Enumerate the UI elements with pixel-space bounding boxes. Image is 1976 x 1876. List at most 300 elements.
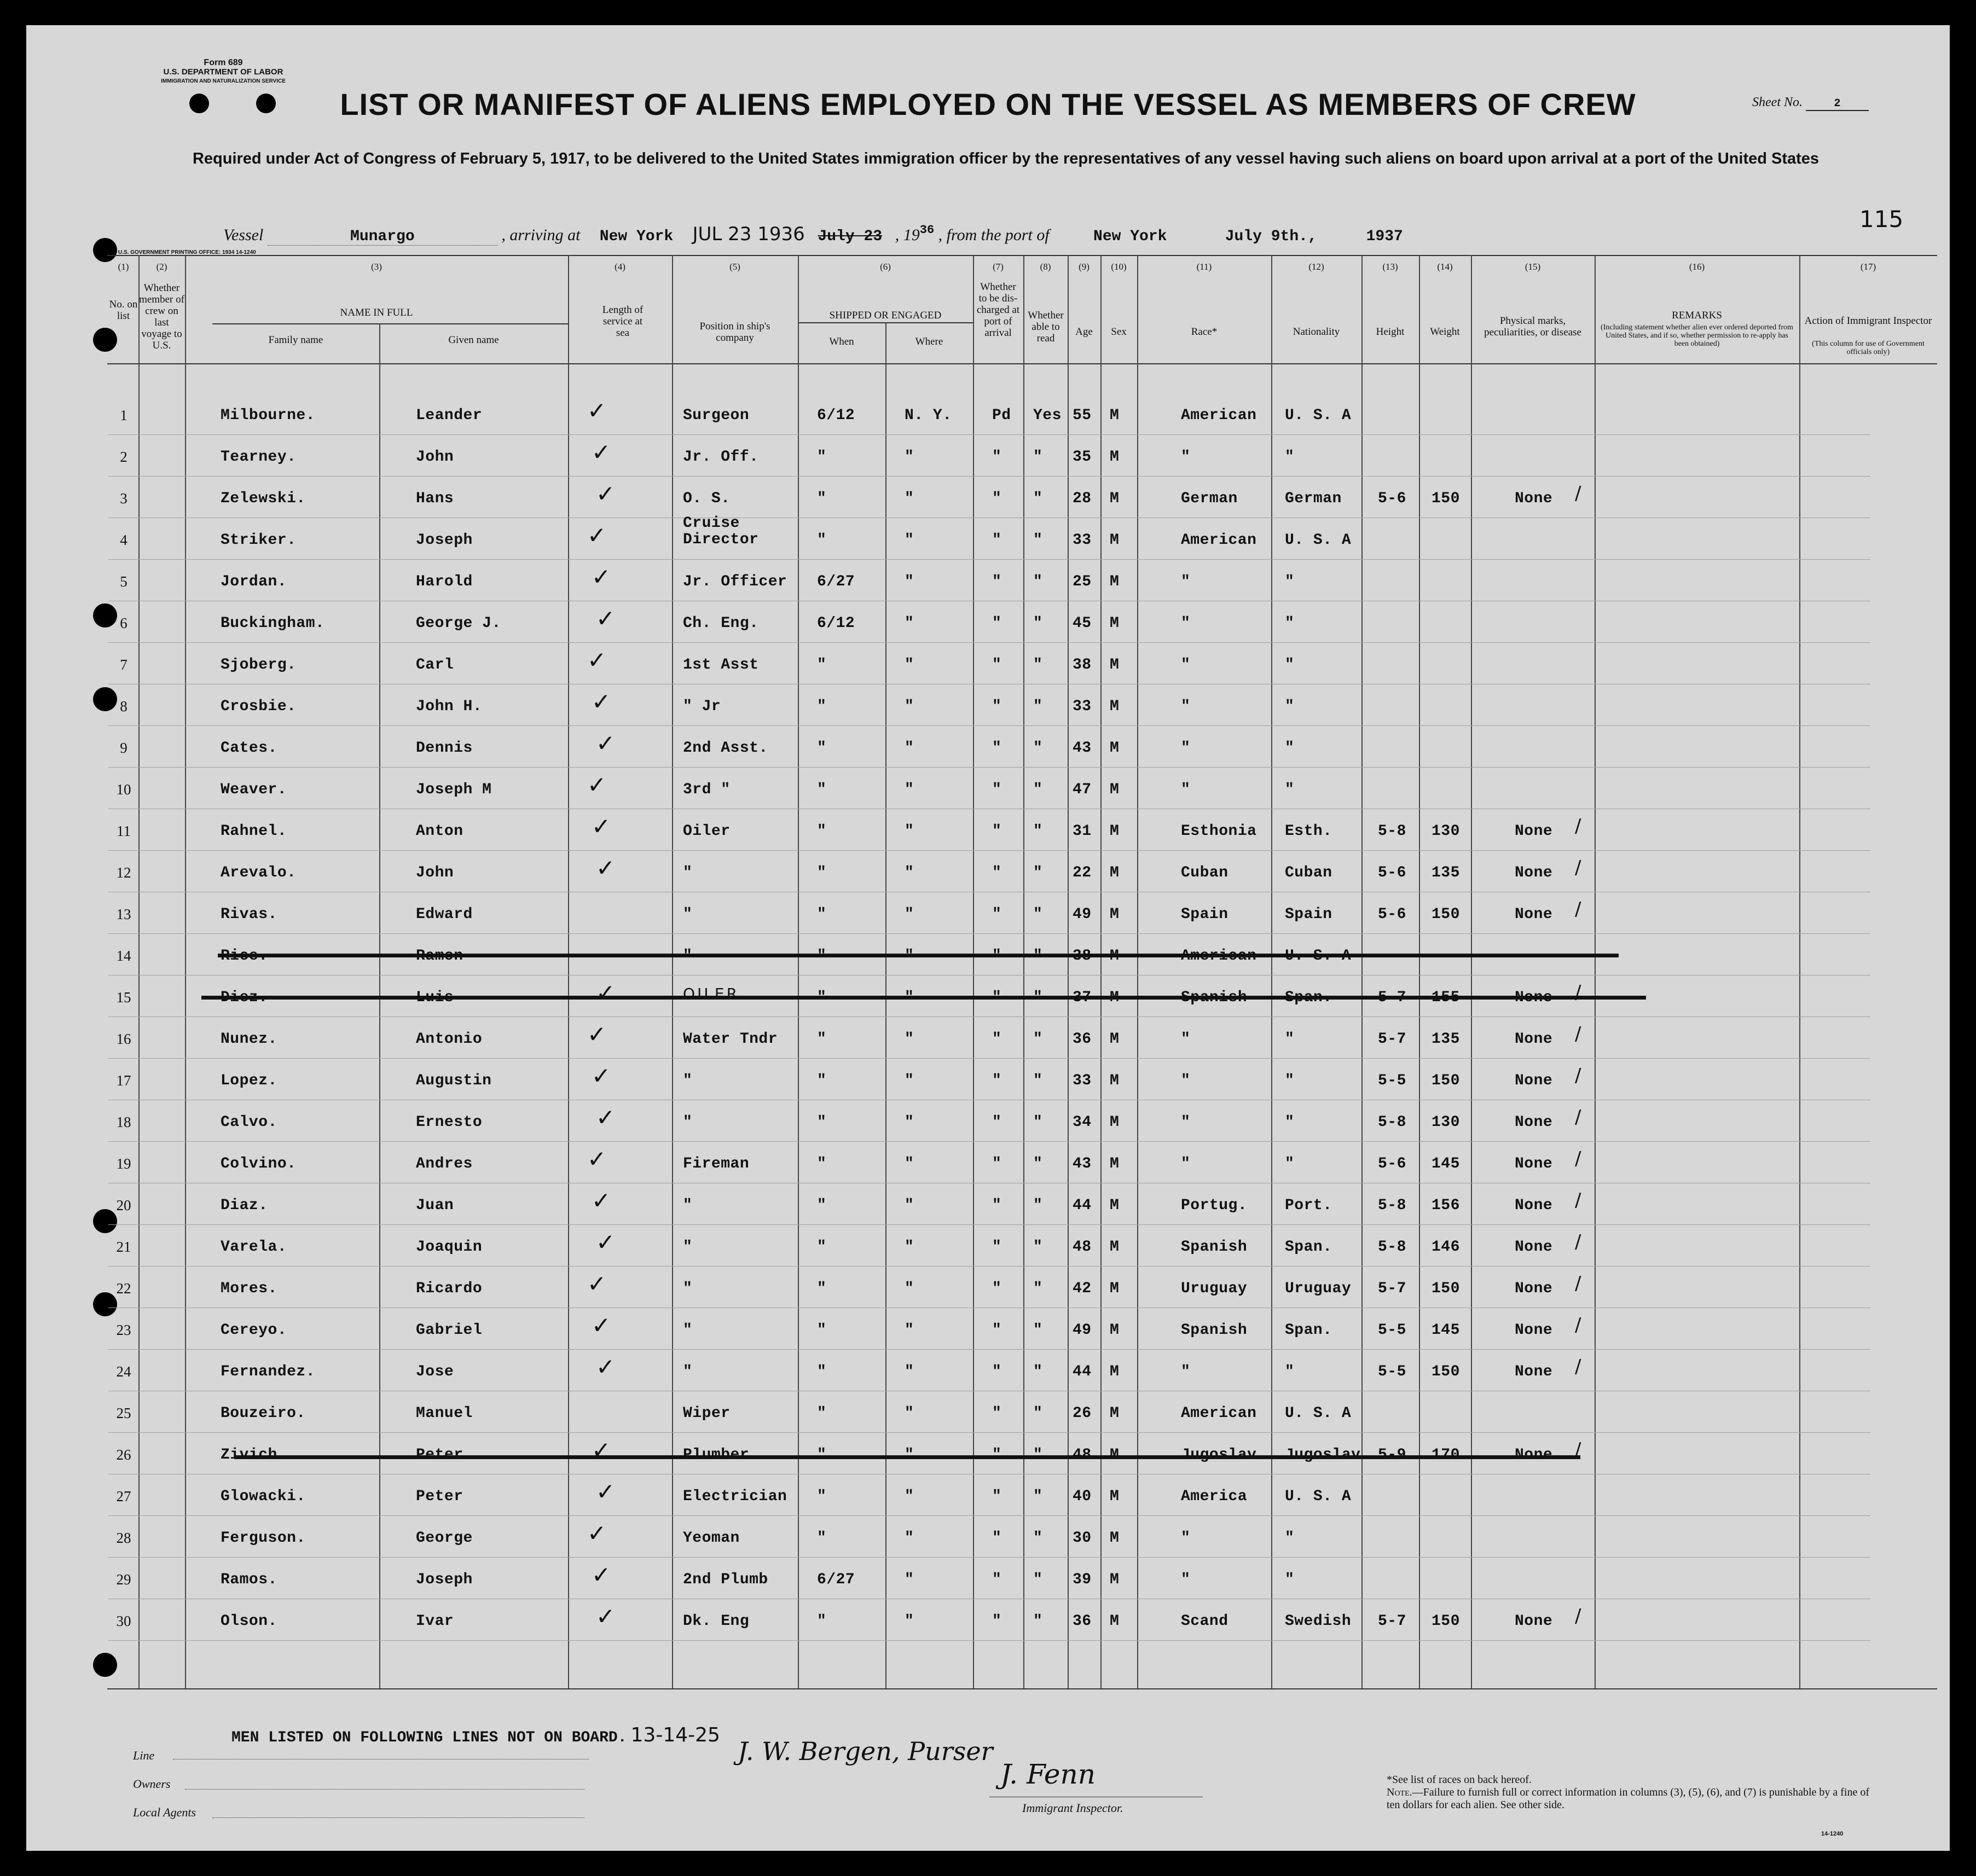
service-check-mark: ✓: [592, 564, 611, 590]
family-name: Buckingham.: [221, 615, 325, 632]
service-check-mark: ✓: [596, 480, 616, 507]
from-date: July 9th.,: [1225, 228, 1317, 245]
discharged: ": [992, 1363, 1002, 1380]
given-name: George: [416, 1530, 473, 1547]
able-to-read: ": [1033, 989, 1043, 1006]
row-line: [108, 1640, 1870, 1641]
row-line: [108, 476, 1870, 477]
age: 35: [1073, 449, 1092, 466]
inspector-tick-mark: /: [1575, 1605, 1581, 1627]
row-number: 16: [116, 1031, 131, 1047]
age: 49: [1073, 1322, 1092, 1339]
row-line: [108, 725, 1870, 726]
race: Uruguay: [1181, 1280, 1248, 1297]
footer-note: [1387, 1774, 1879, 1811]
when-shipped: ": [817, 948, 827, 965]
weight: 150: [1432, 1280, 1460, 1297]
where-shipped: ": [905, 1405, 914, 1422]
where-shipped: ": [905, 989, 914, 1006]
when-shipped: ": [817, 740, 827, 757]
sex: M: [1110, 781, 1120, 798]
race: Spanish: [1181, 1322, 1248, 1339]
height: 5-8: [1378, 1197, 1406, 1214]
row-line: [108, 434, 1870, 435]
nationality: ": [1285, 449, 1295, 466]
sex: M: [1110, 698, 1120, 715]
family-name: Ramos.: [221, 1571, 277, 1588]
given-name: Luis: [416, 989, 454, 1006]
family-name: Mores.: [221, 1280, 277, 1297]
row-number: 7: [120, 657, 128, 673]
when-shipped: 6/27: [817, 1571, 855, 1588]
nationality: ": [1285, 573, 1295, 590]
given-name: Joseph: [416, 1571, 473, 1588]
when-shipped: ": [817, 698, 827, 715]
struck-date: July 23: [818, 228, 883, 245]
row-number: 20: [116, 1197, 131, 1213]
row-number: 13: [116, 906, 131, 922]
where-shipped: ": [905, 1197, 914, 1214]
arriving-port: New York: [599, 228, 674, 245]
col-divider: [1471, 255, 1472, 1688]
row-number: 28: [116, 1530, 131, 1546]
family-name: Tearney.: [221, 449, 297, 466]
height: 5-8: [1378, 1239, 1406, 1256]
discharged: ": [992, 1571, 1002, 1588]
given-name: Hans: [416, 490, 454, 507]
position: Jr. Officer: [683, 573, 787, 590]
page-title: LIST OR MANIFEST OF ALIENS EMPLOYED ON THE VESSEL AS MEMBERS OF CREW: [340, 87, 1636, 121]
col-number: (10): [1111, 262, 1127, 272]
discharged: ": [992, 781, 1002, 798]
discharged: ": [992, 948, 1002, 965]
inspector-tick-mark: /: [1575, 981, 1581, 1003]
given-name: Dennis: [416, 740, 473, 757]
where-shipped: ": [905, 948, 914, 965]
col-number: (14): [1437, 262, 1453, 272]
race: America: [1181, 1488, 1248, 1505]
family-name: Rice.: [221, 948, 268, 965]
row-line: [108, 1557, 1870, 1558]
nationality: Span.: [1285, 1322, 1332, 1339]
discharged: ": [992, 1405, 1002, 1422]
nationality: Cuban: [1285, 864, 1332, 881]
able-to-read: ": [1033, 1405, 1043, 1422]
given-name: Joaquin: [416, 1239, 483, 1256]
race: American: [1181, 407, 1257, 424]
row-number: 18: [116, 1114, 131, 1130]
service-check-mark: ✓: [587, 1270, 607, 1297]
race: ": [1181, 573, 1191, 590]
family-name: Diez.: [221, 989, 268, 1006]
family-name: Glowacki.: [221, 1488, 306, 1505]
row-number: 10: [116, 781, 131, 798]
able-to-read: ": [1033, 823, 1043, 840]
given-name: Manuel: [416, 1405, 473, 1422]
header-physical-marks: Physical marks, peculiarities, or disease: [1484, 315, 1581, 338]
col-divider: [568, 255, 569, 1688]
header-given-name: Given name: [448, 334, 499, 346]
weight: 150: [1432, 1363, 1460, 1380]
age: 30: [1073, 1530, 1092, 1547]
sex: M: [1110, 573, 1120, 590]
physical-marks: None: [1515, 1239, 1553, 1256]
able-to-read: ": [1033, 740, 1043, 757]
sheet-number-label: Sheet No.: [1752, 95, 1803, 109]
service-check-mark: ✓: [596, 730, 616, 757]
race: Jugoslav: [1181, 1447, 1257, 1463]
where-shipped: ": [905, 740, 914, 757]
row-number: 9: [120, 740, 128, 756]
from-year: 1937: [1366, 228, 1403, 245]
given-name: Carl: [416, 657, 454, 673]
position: Water Tndr: [683, 1031, 778, 1048]
header-no-on-list: No. on list: [109, 299, 138, 322]
col-number: (11): [1196, 262, 1212, 272]
given-name: Ernesto: [416, 1114, 483, 1131]
given-name: Juan: [416, 1197, 454, 1214]
height: 5-5: [1378, 1363, 1406, 1380]
row-line: [108, 1266, 1870, 1267]
given-name: Jose: [416, 1363, 454, 1380]
where-shipped: ": [905, 490, 914, 507]
position: Jr. Off.: [683, 449, 759, 466]
row-number: 23: [116, 1322, 131, 1338]
col-number: (8): [1040, 262, 1051, 272]
physical-marks: None: [1515, 1280, 1553, 1297]
sex: M: [1110, 1322, 1120, 1339]
where-shipped: ": [905, 1322, 914, 1339]
given-name: Antonio: [416, 1031, 483, 1048]
able-to-read: ": [1033, 1197, 1043, 1214]
inspector-tick-mark: /: [1575, 1065, 1581, 1087]
row-line: [108, 1432, 1870, 1433]
race: ": [1181, 657, 1191, 673]
where-shipped: ": [905, 1530, 914, 1547]
family-name: Cereyo.: [221, 1322, 287, 1339]
owners-blank: [185, 1789, 584, 1790]
weight: 130: [1432, 1114, 1460, 1131]
age: 48: [1073, 1239, 1092, 1256]
sex: M: [1110, 740, 1120, 757]
discharged: ": [992, 906, 1002, 923]
penalty-note: [1387, 1786, 1879, 1811]
given-name: Edward: [416, 906, 473, 923]
nationality: U. S. A: [1285, 532, 1352, 549]
inspector-tick-mark: /: [1575, 1356, 1581, 1378]
form-identification: [108, 58, 338, 86]
race: Portug.: [1181, 1197, 1248, 1214]
printing-office-line: U.S. GOVERNMENT PRINTING OFFICE: 1934 14-1240: [118, 249, 256, 255]
row-number: 17: [116, 1072, 131, 1089]
inspector-tick-mark: /: [1575, 1439, 1581, 1461]
where-shipped: ": [905, 657, 914, 673]
page-number: 115: [1859, 206, 1904, 233]
family-name: Ferguson.: [221, 1530, 306, 1547]
nationality: ": [1285, 1031, 1295, 1048]
col-divider: [1419, 255, 1420, 1688]
inspector-tick-mark: /: [1575, 1023, 1581, 1045]
race: ": [1181, 698, 1191, 715]
row-number: 30: [116, 1613, 131, 1629]
able-to-read: ": [1033, 1239, 1043, 1256]
where-shipped: ": [905, 1280, 914, 1297]
discharged: Pd: [992, 407, 1011, 424]
discharged: ": [992, 740, 1002, 757]
row-line: [108, 559, 1870, 560]
nationality: Span.: [1285, 1239, 1332, 1256]
when-shipped: 6/12: [817, 407, 855, 424]
when-shipped: ": [817, 1197, 827, 1214]
age: 33: [1073, 1072, 1092, 1089]
given-name: Joseph M: [416, 781, 492, 798]
nationality: ": [1285, 1114, 1295, 1131]
service-check-mark: ✓: [596, 1478, 616, 1505]
weight: 146: [1432, 1239, 1460, 1256]
header-action-note: (This column for use of Government officials only): [1812, 340, 1925, 356]
when-shipped: ": [817, 532, 827, 549]
department-name: U.S. DEPARTMENT OF LABOR: [163, 67, 283, 77]
where-shipped: ": [905, 573, 914, 590]
col-number: (3): [371, 262, 382, 272]
col-number: (2): [156, 262, 167, 272]
family-name: Arevalo.: [221, 864, 297, 881]
nationality: Swedish: [1285, 1613, 1352, 1630]
nationality: Uruguay: [1285, 1280, 1352, 1297]
table-bottom-border: [107, 1688, 1937, 1689]
vessel-label: Vessel: [223, 226, 264, 244]
row-number: 8: [120, 698, 128, 715]
service-check-mark: ✓: [596, 1104, 616, 1131]
header-position: Position in ship's company: [699, 321, 770, 344]
given-name: Andres: [416, 1155, 473, 1172]
family-name: Calvo.: [221, 1114, 277, 1131]
family-name: Zivich.: [221, 1447, 287, 1463]
where-shipped: ": [905, 781, 914, 798]
age: 34: [1073, 1114, 1092, 1131]
bottom-form-code: 14-1240: [1821, 1831, 1844, 1837]
nationality: German: [1285, 490, 1342, 507]
sheet-number-value: 2: [1806, 97, 1869, 111]
form-number: Form 689: [204, 58, 243, 67]
when-shipped: ": [817, 1405, 827, 1422]
when-shipped: ": [817, 1031, 827, 1048]
weight: 150: [1432, 1072, 1460, 1089]
discharged: ": [992, 1488, 1002, 1505]
nationality: ": [1285, 1363, 1295, 1380]
row-number: 15: [116, 989, 131, 1006]
when-shipped: ": [817, 490, 827, 507]
service-check-mark: ✓: [587, 1520, 607, 1547]
row-line: [108, 1141, 1870, 1142]
when-shipped: ": [817, 823, 827, 840]
sex: M: [1110, 1488, 1120, 1505]
nationality: Port.: [1285, 1197, 1332, 1214]
family-name: Diaz.: [221, 1197, 268, 1214]
nationality: ": [1285, 615, 1295, 632]
able-to-read: ": [1033, 1322, 1043, 1339]
height: 5-6: [1378, 864, 1406, 881]
inspector-tick-mark: /: [1575, 857, 1581, 879]
when-shipped: ": [817, 1072, 827, 1089]
nationality: ": [1285, 740, 1295, 757]
family-name: Cates.: [221, 740, 277, 757]
service-check-mark: ✓: [592, 688, 611, 715]
race: Spanish: [1181, 989, 1248, 1006]
when-shipped: 6/27: [817, 573, 855, 590]
family-name: Olson.: [221, 1613, 277, 1630]
age: 44: [1073, 1363, 1092, 1380]
col-divider: [1068, 255, 1069, 1688]
col-divider: [1100, 255, 1102, 1688]
sex: M: [1110, 490, 1120, 507]
inspector-tick-mark: /: [1575, 1314, 1581, 1336]
weight: 156: [1432, 1197, 1460, 1214]
height: 5-5: [1378, 1072, 1406, 1089]
inspector-tick-mark: /: [1575, 898, 1581, 920]
col-number: (9): [1079, 262, 1090, 272]
sex: M: [1110, 1280, 1120, 1297]
header-action: Action of Immigrant Inspector: [1804, 315, 1932, 327]
sex: M: [1110, 989, 1120, 1006]
sex: M: [1110, 823, 1120, 840]
race: ": [1181, 1031, 1191, 1048]
when-shipped: ": [817, 906, 827, 923]
manifest-sheet: [26, 25, 1950, 1851]
family-name: Sjoberg.: [221, 657, 297, 673]
when-shipped: ": [817, 1114, 827, 1131]
row-number: 29: [116, 1571, 131, 1588]
discharged: ": [992, 573, 1002, 590]
sex: M: [1110, 1155, 1120, 1172]
weight: 130: [1432, 823, 1460, 840]
discharged: ": [992, 1197, 1002, 1214]
age: 25: [1073, 573, 1092, 590]
able-to-read: ": [1033, 1613, 1043, 1630]
able-to-read: ": [1033, 1155, 1043, 1172]
service-check-mark: ✓: [592, 1062, 611, 1089]
race: ": [1181, 1571, 1191, 1588]
discharged: ": [992, 1155, 1002, 1172]
weight: 155: [1432, 989, 1460, 1006]
where-shipped: ": [905, 698, 914, 715]
family-name: Striker.: [221, 532, 297, 549]
year-prefix: , 19: [895, 226, 920, 244]
discharged: ": [992, 1322, 1002, 1339]
row-number: 22: [116, 1280, 131, 1297]
position: ": [683, 1363, 693, 1380]
physical-marks: None: [1515, 1447, 1553, 1463]
position: 1st Asst: [683, 657, 759, 673]
able-to-read: ": [1033, 532, 1043, 549]
nationality: ": [1285, 1072, 1295, 1089]
given-name: Leander: [416, 407, 483, 424]
header-remarks: REMARKS: [1672, 310, 1722, 321]
when-shipped: ": [817, 1155, 827, 1172]
discharged: ": [992, 1530, 1002, 1547]
col-number: (6): [880, 262, 891, 272]
family-name: Rahnel.: [221, 823, 287, 840]
row-line: [108, 1058, 1870, 1059]
row-number: 3: [120, 490, 128, 507]
family-name: Jordan.: [221, 573, 287, 590]
where-shipped: ": [905, 449, 914, 466]
header-name-in-full: NAME IN FULL: [340, 307, 413, 318]
able-to-read: ": [1033, 1447, 1043, 1463]
nationality: Jugoslav: [1285, 1447, 1361, 1463]
height: 5-6: [1378, 1155, 1406, 1172]
nationality: Spain: [1285, 906, 1332, 923]
discharged: ": [992, 490, 1002, 507]
row-number: 2: [120, 449, 128, 465]
given-name: Peter: [416, 1447, 463, 1463]
row-line: [108, 1515, 1870, 1516]
race: ": [1181, 615, 1191, 632]
note-label: Note.: [1387, 1786, 1412, 1798]
when-shipped: ": [817, 1363, 827, 1380]
when-shipped: ": [817, 864, 827, 881]
inspector-tick-mark: /: [1575, 815, 1581, 837]
height: 5-8: [1378, 1114, 1406, 1131]
sex: M: [1110, 1114, 1120, 1131]
family-name: Weaver.: [221, 781, 287, 798]
age: 38: [1073, 657, 1092, 673]
position: 3rd ": [683, 781, 731, 798]
age: 38: [1073, 948, 1092, 965]
header-able-to-read: Whether able to read: [1028, 310, 1064, 344]
header-family-name: Family name: [268, 334, 323, 346]
position: O. S.: [683, 490, 731, 507]
able-to-read: ": [1033, 698, 1043, 715]
where-shipped: ": [905, 615, 914, 632]
where-shipped: ": [905, 532, 914, 549]
race: ": [1181, 1072, 1191, 1089]
race: American: [1181, 532, 1257, 549]
sex: M: [1110, 532, 1120, 549]
header-age: Age: [1075, 326, 1093, 338]
strike-line: [234, 1455, 1580, 1459]
physical-marks: None: [1515, 1322, 1553, 1339]
when-shipped: ": [817, 1280, 827, 1297]
service-check-mark: ✓: [587, 522, 607, 549]
position: Electrician: [683, 1488, 787, 1505]
able-to-read: ": [1033, 1571, 1043, 1588]
service-check-mark: ✓: [592, 1187, 611, 1214]
nationality: ": [1285, 657, 1295, 673]
col-number: (7): [993, 262, 1004, 272]
row-line: [108, 1349, 1870, 1350]
sex: M: [1110, 1613, 1120, 1630]
physical-marks: None: [1515, 1363, 1553, 1380]
height: 5-9: [1378, 1447, 1406, 1463]
header-race: Race*: [1191, 326, 1218, 338]
line-blank: [173, 1757, 589, 1759]
col-number: (17): [1860, 262, 1876, 272]
age: 36: [1073, 1031, 1092, 1048]
given-name: Augustin: [416, 1072, 492, 1089]
sex: M: [1110, 1447, 1120, 1463]
where-shipped: ": [905, 1114, 914, 1131]
where-shipped: ": [905, 823, 914, 840]
age: 31: [1073, 823, 1092, 840]
sex: M: [1110, 407, 1120, 424]
age: 43: [1073, 1155, 1092, 1172]
weight: 150: [1432, 1613, 1460, 1630]
col-divider: [1023, 255, 1024, 1688]
position: 2nd Plumb: [683, 1571, 768, 1588]
position: Cruise Director: [683, 515, 759, 548]
position: ": [683, 948, 693, 965]
